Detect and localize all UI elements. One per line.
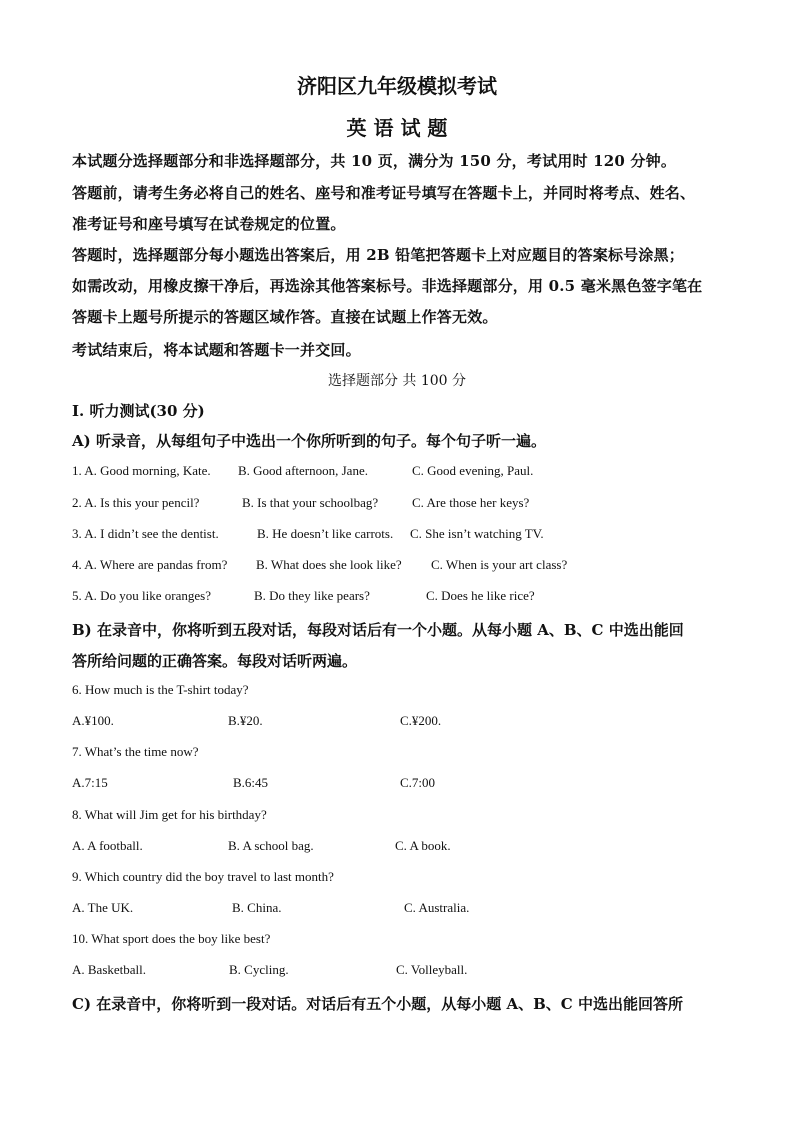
instruction-line: 本试题分选择题部分和非选择题部分，共 10 页，满分为 150 分，考试用时 120 分钟。 [72, 152, 677, 170]
question-5-option-c: C. Does he like rice? [426, 588, 535, 603]
question-4-option-a: 4. A. Where are pandas from? [72, 557, 228, 572]
question-4-option-c: C. When is your art class? [431, 557, 568, 572]
question-1-option-b: B. Good afternoon, Jane. [238, 463, 368, 478]
question-3-option-a: 3. A. I didn’t see the dentist. [72, 526, 219, 541]
question-10-option-c: C. Volleyball. [396, 962, 468, 977]
question-9-option-a: A. The UK. [72, 900, 134, 915]
exam-subtitle: 英 语 试 题 [346, 116, 448, 140]
question-10-stem: 10. What sport does the boy like best? [72, 931, 271, 946]
instruction-line: 答题卡上题号所提示的答题区域作答。直接在试题上作答无效。 [72, 308, 498, 326]
question-5-option-a: 5. A. Do you like oranges? [72, 588, 212, 603]
instruction-line: 如需改动，用橡皮擦干净后，再选涂其他答案标号。非选择题部分，用 0.5 毫米黑色签字笔在 [72, 277, 703, 295]
section-heading-a: A) 听录音，从每组句子中选出一个你所听到的句子。每个句子听一遍。 [72, 432, 546, 450]
question-6-stem: 6. How much is the T-shirt today? [72, 682, 249, 697]
question-3-option-b: B. He doesn’t like carrots. [257, 526, 394, 541]
question-9-stem: 9. Which country did the boy travel to last month? [72, 869, 334, 884]
question-5-option-b: B. Do they like pears? [254, 588, 370, 603]
question-7-stem: 7. What’s the time now? [72, 744, 199, 759]
question-4-option-b: B. What does she look like? [256, 557, 402, 572]
question-2-option-b: B. Is that your schoolbag? [242, 495, 379, 510]
instruction-line: 答题前，请考生务必将自己的姓名、座号和准考证号填写在答题卡上，并同时将考点、姓名、 [72, 184, 696, 202]
question-9-option-b: B. China. [232, 900, 282, 915]
question-1-option-c: C. Good evening, Paul. [412, 463, 534, 478]
question-7-option-c: C.7:00 [400, 775, 436, 790]
exam-title: 济阳区九年级模拟考试 [297, 74, 497, 98]
question-3-option-c: C. She isn’t watching TV. [410, 526, 544, 541]
instruction-line: 考试结束后，将本试题和答题卡一并交回。 [72, 341, 361, 359]
question-7-option-a: A.7:15 [72, 775, 108, 790]
section-heading-b-cont: 答所给问题的正确答案。每段对话听两遍。 [72, 652, 358, 670]
question-6-option-c: C.¥200. [400, 713, 442, 728]
question-9-option-c: C. Australia. [404, 900, 470, 915]
section-heading-c: C) 在录音中，你将听到一段对话。对话后有五个小题，从每小题 A、B、C 中选出能回答所 [72, 995, 683, 1013]
question-8-stem: 8. What will Jim get for his birthday? [72, 807, 267, 822]
question-10-option-b: B. Cycling. [229, 962, 289, 977]
question-1-option-a: 1. A. Good morning, Kate. [72, 463, 211, 478]
question-10-option-a: A. Basketball. [72, 962, 147, 977]
instruction-line: 答题时，选择题部分每小题选出答案后，用 2B 铅笔把答题卡上对应题目的答案标号涂黑； [72, 246, 684, 264]
question-6-option-a: A.¥100. [72, 713, 114, 728]
instruction-line: 准考证号和座号填写在试卷规定的位置。 [72, 215, 346, 233]
question-7-option-b: B.6:45 [233, 775, 269, 790]
section-heading-b: B) 在录音中，你将听到五段对话，每段对话后有一个小题。从每小题 A、B、C 中选出能回 [72, 621, 684, 639]
section-heading-listening: I. 听力测试(30 分) [72, 402, 205, 420]
question-8-option-b: B. A school bag. [228, 838, 314, 853]
question-8-option-c: C. A book. [395, 838, 451, 853]
question-8-option-a: A. A football. [72, 838, 143, 853]
question-6-option-b: B.¥20. [228, 713, 263, 728]
part-title: 选择题部分 共 100 分 [327, 373, 467, 389]
question-2-option-c: C. Are those her keys? [412, 495, 530, 510]
question-2-option-a: 2. A. Is this your pencil? [72, 495, 200, 510]
